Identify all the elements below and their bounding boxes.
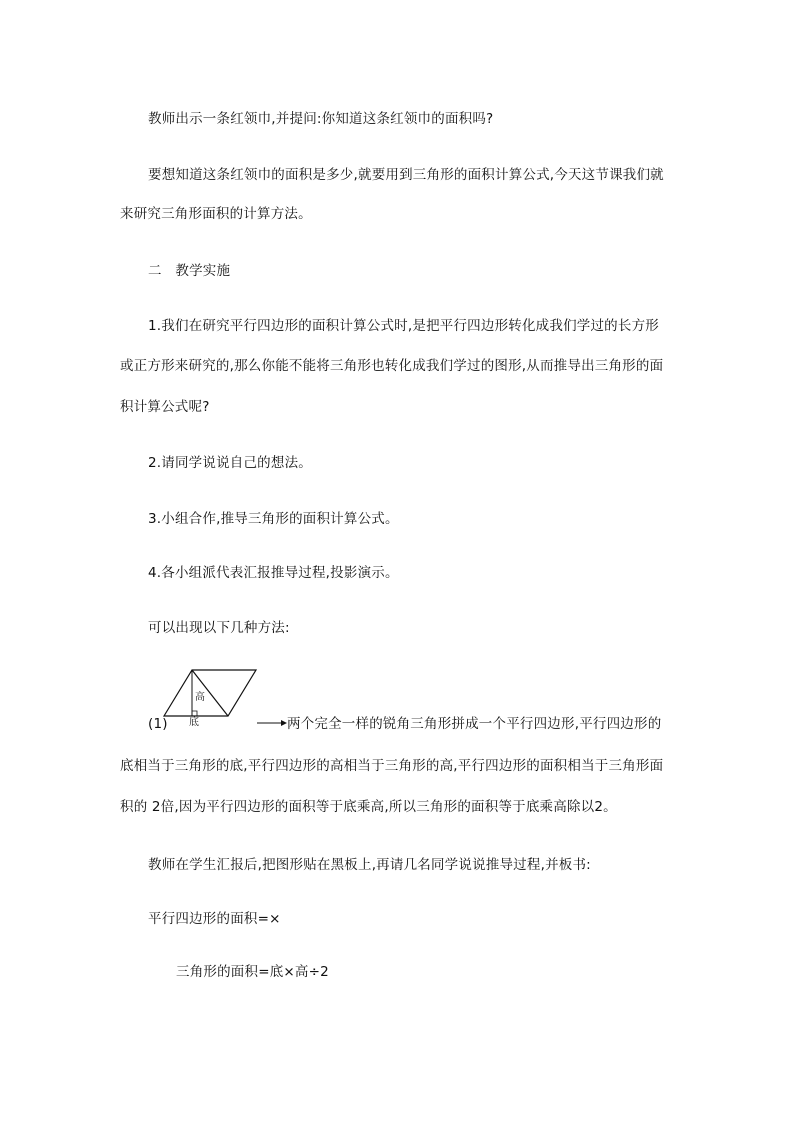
step-1-line-3: 积计算公式呢?: [120, 399, 210, 415]
intro-question: 教师出示一条红领巾,并提问:你知道这条红领巾的面积吗?: [148, 111, 494, 127]
formula-triangle: 三角形的面积=底×高÷2: [176, 964, 329, 980]
parallelogram-diagram: [158, 668, 258, 720]
section-heading: 二 教学实施: [148, 263, 231, 279]
intro-paragraph-line-1: 要想知道这条红领巾的面积是多少,就要用到三角形的面积计算公式,今天这节课我们就: [148, 167, 664, 183]
methods-intro: 可以出现以下几种方法:: [148, 620, 290, 636]
method-1-line-3: 积的 2倍,因为平行四边形的面积等于底乘高,所以三角形的面积等于底乘高除以2。: [120, 799, 617, 815]
step-1-line-2: 或正方形来研究的,那么你能不能将三角形也转化成我们学过的图形,从而推导出三角形的面: [120, 358, 664, 374]
board-intro: 教师在学生汇报后,把图形贴在黑板上,再请几名同学说说推导过程,并板书:: [148, 857, 591, 873]
step-2: 2.请同学说说自己的想法。: [148, 455, 312, 471]
step-3: 3.小组合作,推导三角形的面积计算公式。: [148, 511, 399, 527]
intro-paragraph-line-2: 来研究三角形面积的计算方法。: [120, 206, 312, 222]
right-angle-mark: [192, 711, 197, 716]
method-1-line-2: 底相当于三角形的底,平行四边形的高相当于三角形的高,平行四边形的面积相当于三角形面: [120, 758, 664, 774]
base-label: 底: [189, 717, 199, 728]
parallelogram-figure: [158, 668, 258, 728]
arrow-right-icon: [257, 719, 287, 727]
method-1-number: (1): [148, 716, 168, 732]
step-1-line-1: 1.我们在研究平行四边形的面积计算公式时,是把平行四边形转化成我们学过的长方形: [148, 318, 659, 334]
height-label: 高: [195, 692, 205, 703]
method-1-line-1: 两个完全一样的锐角三角形拼成一个平行四边形,平行四边形的: [287, 716, 662, 732]
formula-parallelogram: 平行四边形的面积=×: [148, 911, 281, 927]
step-4: 4.各小组派代表汇报推导过程,投影演示。: [148, 565, 399, 581]
